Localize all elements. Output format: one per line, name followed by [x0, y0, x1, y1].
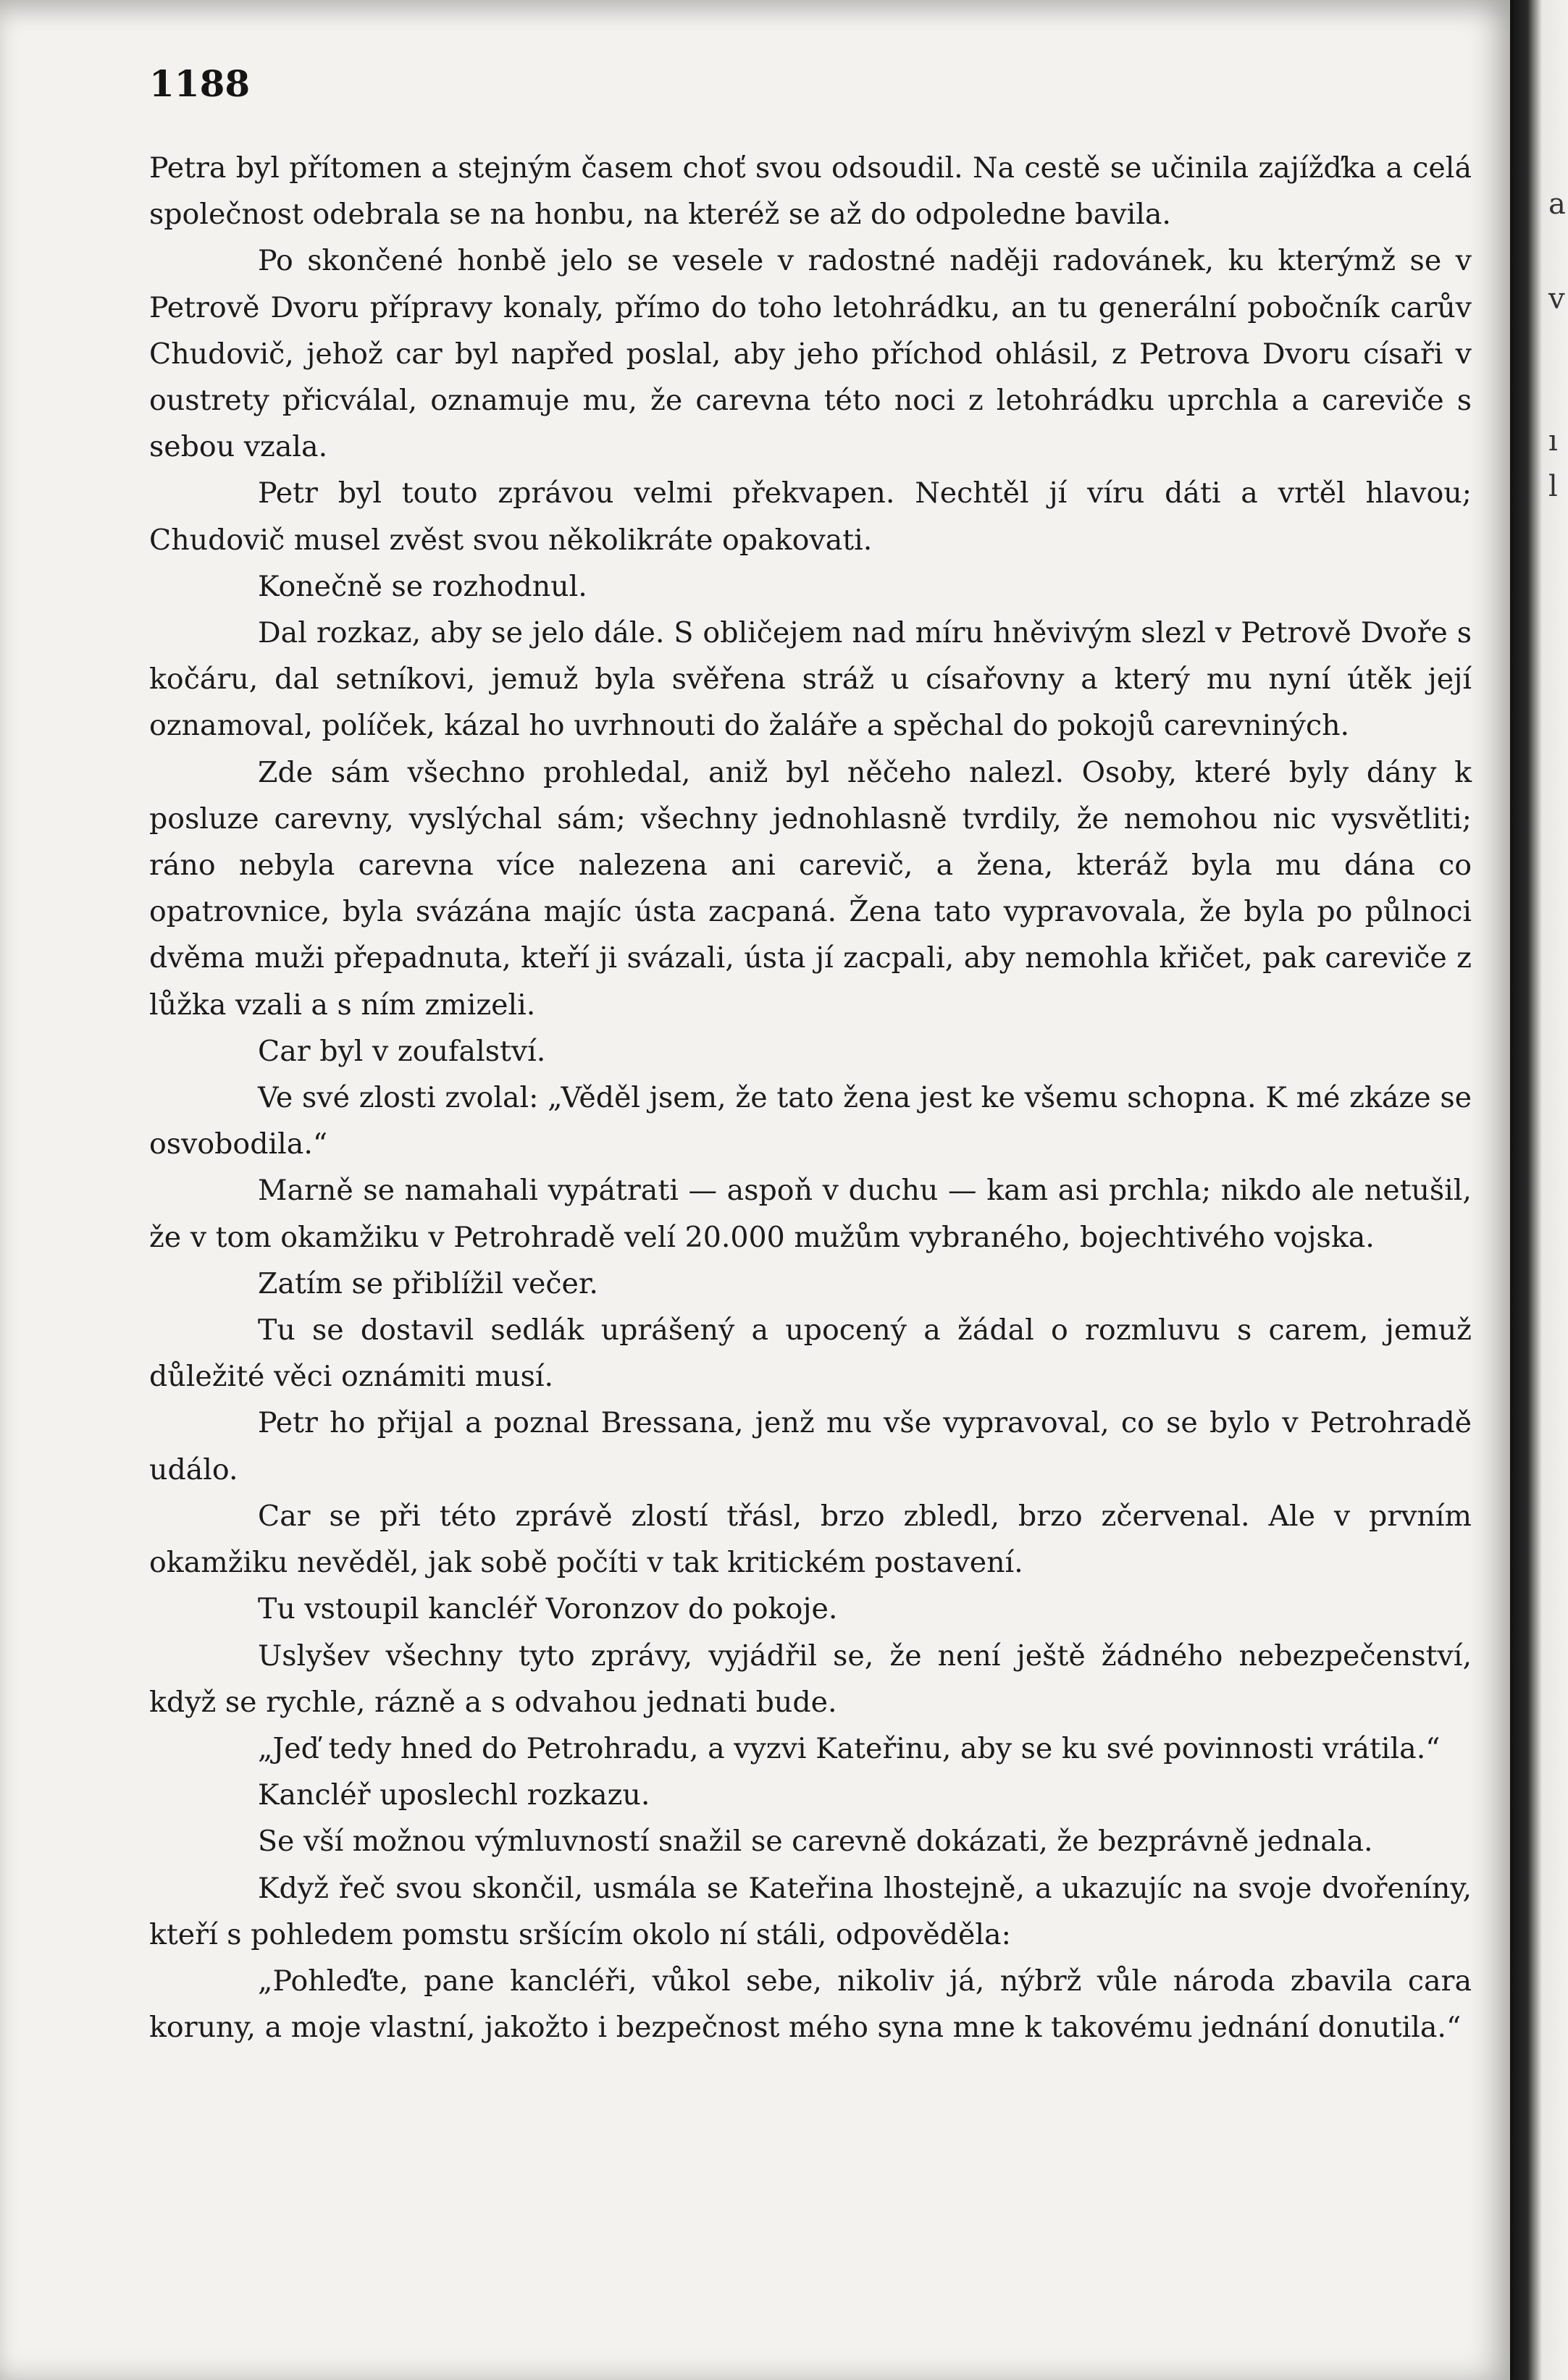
- paragraph: Marně se namahali vypátrati — aspoň v duchu — kam asi prchla; nikdo ale netušil, že v tom okamžiku v Petrohradě velí 20.000 mužům vybraného, bojechtivého vojska.: [149, 1174, 1472, 1254]
- paragraph: „Pohleďte, pane kancléři, vůkol sebe, nikoliv já, nýbrž vůle národa zbavila cara koruny, a moje vlastní, jakožto i bezpečnost mého syna mne k takovému jednání donutila.“: [149, 1964, 1472, 2045]
- paragraph: Tu se dostavil sedlák uprášený a upocený a žádal o rozmluvu s carem, jemuž důležité věci oznámiti musí.: [149, 1313, 1472, 1394]
- adjacent-page-letters: [1548, 0, 1568, 2380]
- paragraph: Car se při této zprávě zlostí třásl, brzo zbledl, brzo zčervenal. Ale v prvním okamžiku nevěděl, jak sobě počíti v tak kritickém postavení.: [149, 1499, 1472, 1580]
- paragraph: Petra byl přítomen a stejným časem choť svou odsoudil. Na cestě se učinila zajížďka a celá společnost odebrala se na honbu, na kteréž se až do odpoledne bavila.: [149, 151, 1472, 232]
- margin-letter: ı: [1548, 424, 1558, 458]
- body-text: [149, 145, 1472, 2051]
- margin-letter: l: [1548, 470, 1558, 503]
- paragraph: Konečně se rozhodnul.: [258, 569, 587, 603]
- paragraph: Se vší možnou výmluvností snažil se carevně dokázati, že bezprávně jednala.: [258, 1825, 1373, 1859]
- paragraph: Tu vstoupil kancléř Voronzov do pokoje.: [258, 1592, 838, 1626]
- paragraph: Ve své zlosti zvolal: „Věděl jsem, že tato žena jest ke všemu schopna. K mé zkáze se osvobodila.“: [149, 1081, 1472, 1161]
- paragraph: Car byl v zoufalství.: [258, 1034, 546, 1068]
- paragraph: Zatím se přiblížil večer.: [258, 1266, 598, 1300]
- paragraph: Petr ho přijal a poznal Bressana, jenž mu vše vypravoval, co se bylo v Petrohradě událo.: [149, 1406, 1472, 1487]
- margin-letter: a: [1548, 188, 1566, 221]
- paragraph: „Jeď tedy hned do Petrohradu, a vyzvi Kateřinu, aby se ku své povinnosti vrátila.“: [258, 1731, 1441, 1765]
- margin-letter: v: [1548, 282, 1565, 316]
- paragraph: Když řeč svou skončil, usmála se Kateřina lhostejně, a ukazujíc na svoje dvořeníny, kteří s pohledem pomstu sršícím okolo ní stáli, odpověděla:: [149, 1871, 1472, 1951]
- paragraph: Dal rozkaz, aby se jelo dále. S obličejem nad míru hněvivým slezl v Petrově Dvoře s kočáru, dal setníkovi, jemuž byla svěřena stráž u císařovny a který mu nyní útěk její oznamoval, políček, kázal ho uvrhnouti do žaláře a spěchal do pokojů carevniných.: [149, 616, 1472, 743]
- paragraph: Po skončené honbě jelo se vesele v radostné naději radovánek, ku kterýmž se v Petrově Dvoru přípravy konaly, přímo do toho letohrádku, an tu generální pobočník carův Chudovič, jehož car byl napřed poslal, aby jeho příchod ohlásil, z Petrova Dvoru císaři v oustrety přicválal, oznamuje mu, že carevna této noci z letohrádku uprchla a careviče s sebou vzala.: [149, 244, 1472, 464]
- page-number: 1188: [149, 62, 251, 105]
- paragraph: Uslyšev všechny tyto zprávy, vyjádřil se, že není ještě žádného nebezpečenství, když se rychle, rázně a s odvahou jednati bude.: [149, 1639, 1472, 1719]
- paragraph: Zde sám všechno prohledal, aniž byl něčeho nalezl. Osoby, které byly dány k posluze carevny, vyslýchal sám; všechny jednohlasně tvrdily, že nemohou nic vysvětliti; ráno nebyla carevna více nalezena ani carevič, a žena, kteráž byla mu dána co opatrovnice, byla svázána majíc ústa zacpaná. Žena tato vypravovala, že byla po půlnoci dvěma muži přepadnuta, kteří ji svázali, ústa jí zacpali, aby nemohla křičet, pak careviče z lůžka vzali a s ním zmizeli.: [149, 755, 1472, 1022]
- paragraph: Petr byl touto zprávou velmi překvapen. Nechtěl jí víru dáti a vrtěl hlavou; Chudovič musel zvěst svou několikráte opakovati.: [149, 476, 1472, 557]
- paragraph: Kancléř uposlechl rozkazu.: [258, 1778, 650, 1812]
